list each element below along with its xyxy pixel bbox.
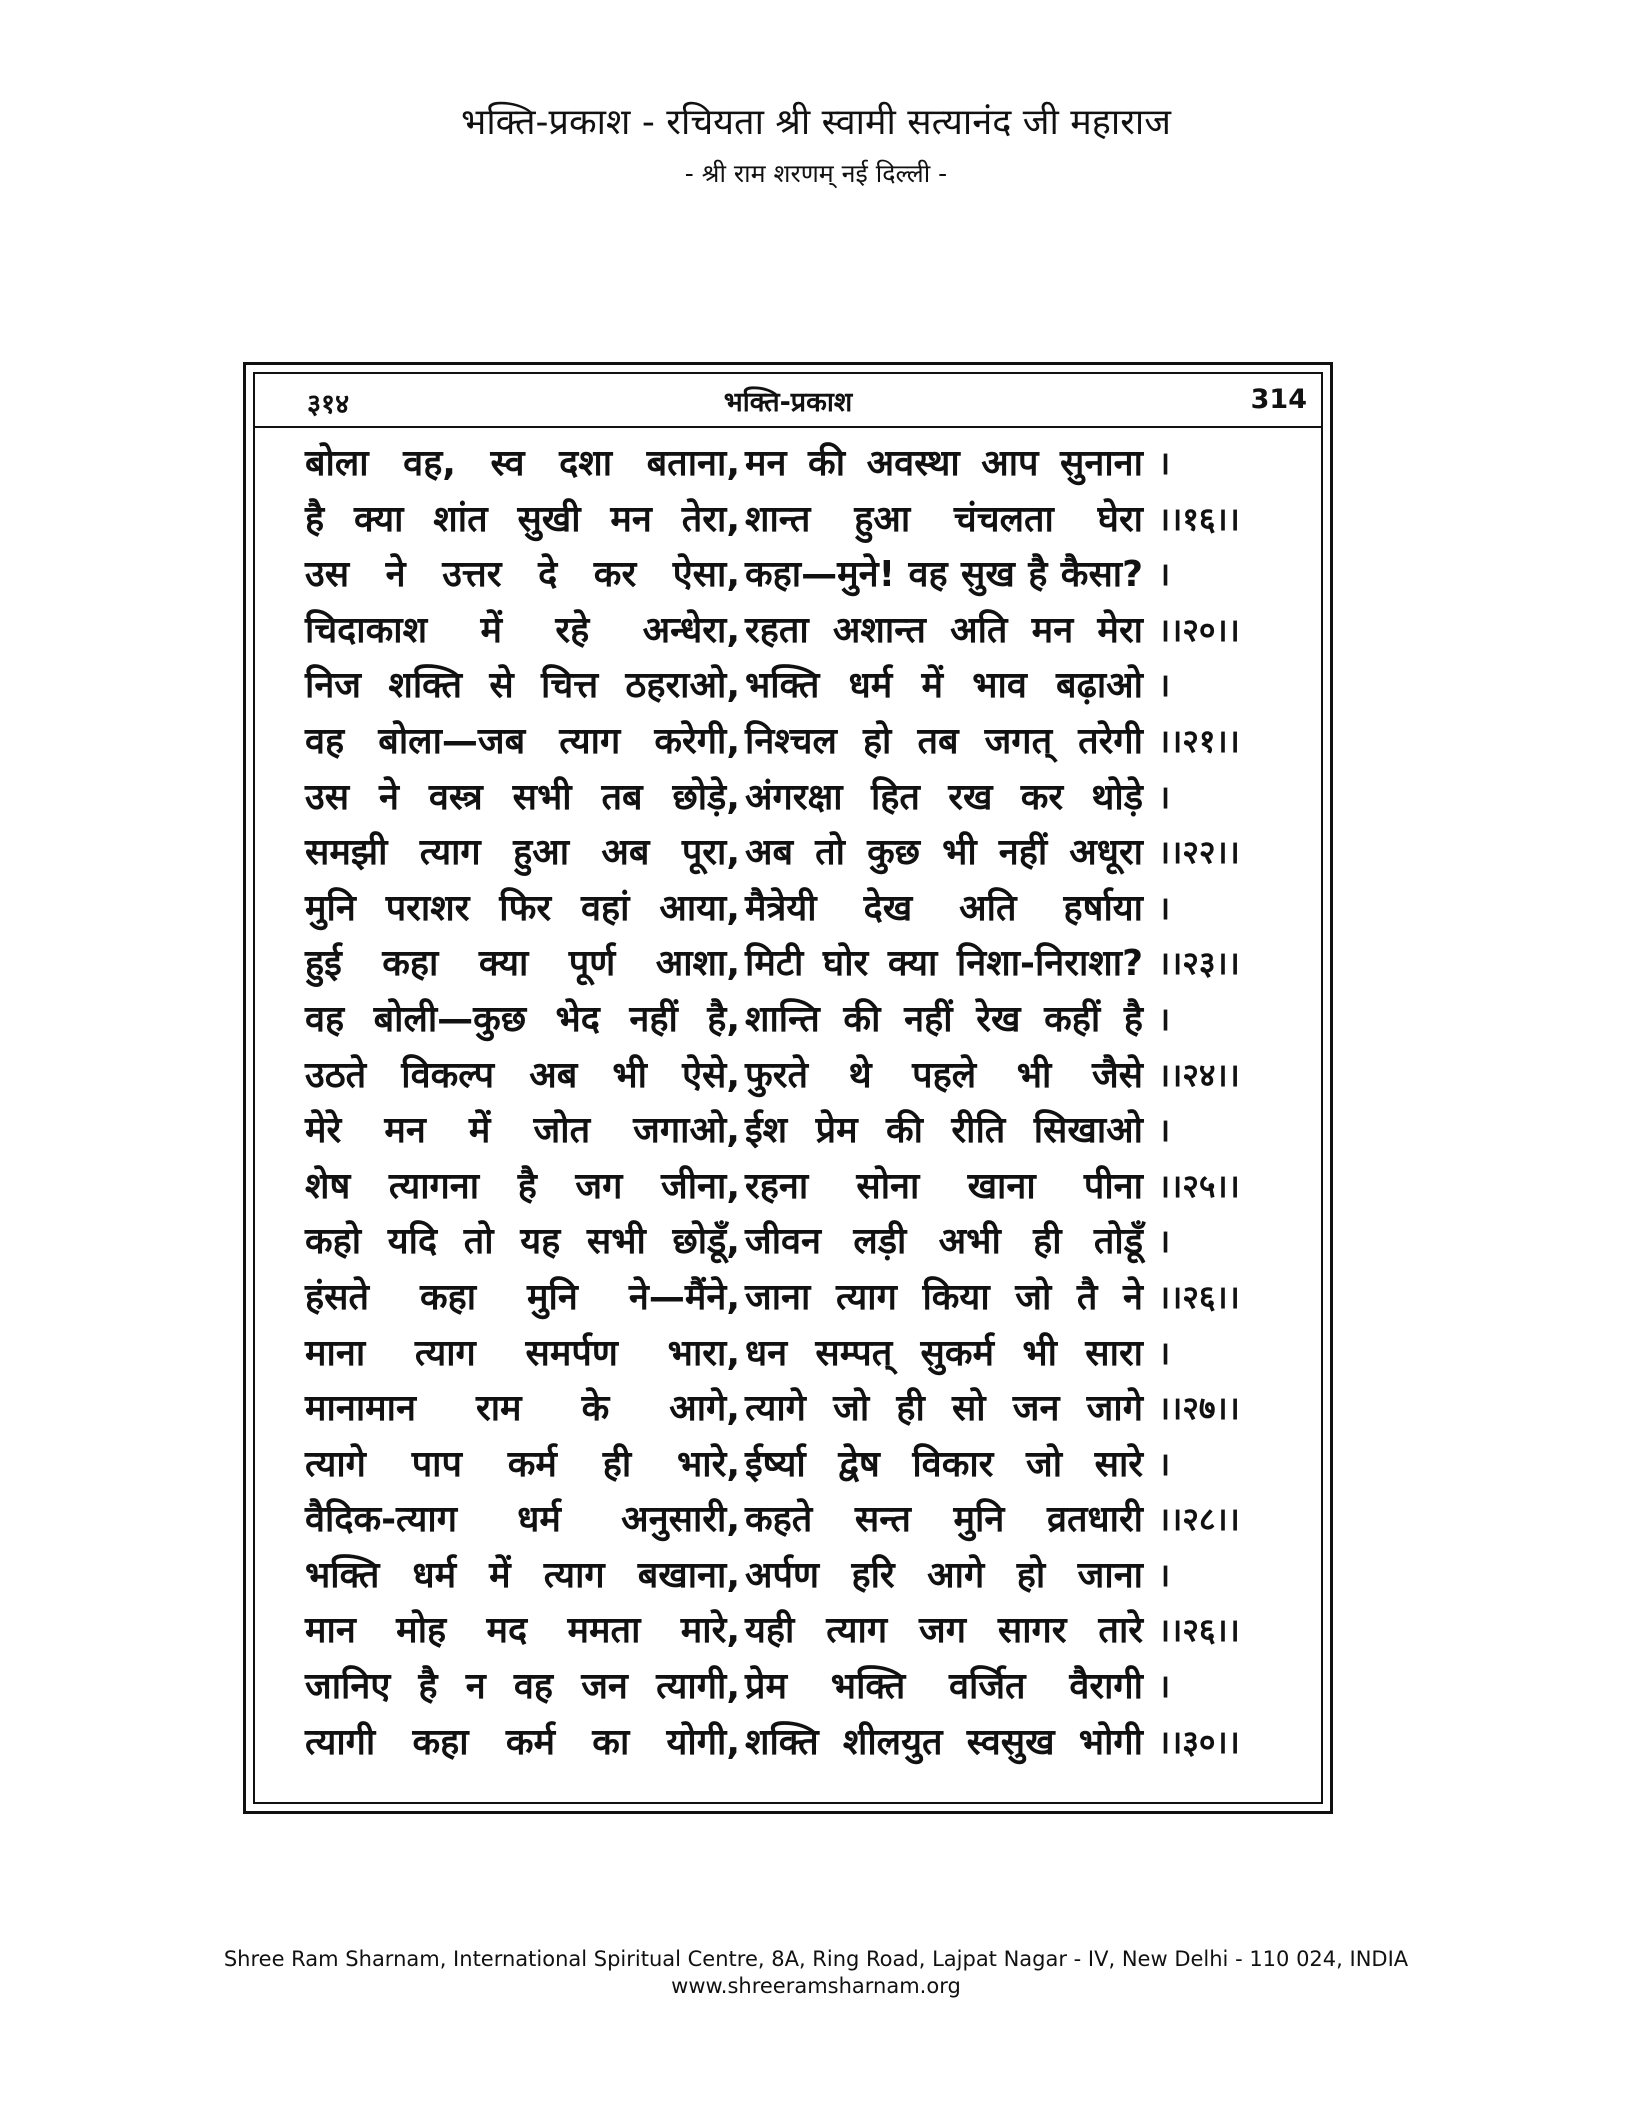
verse-right-half: जीवन लड़ी अभी ही तोडूँ xyxy=(745,1221,1143,1263)
verse-line xyxy=(305,492,1315,548)
verse-line xyxy=(305,992,1315,1048)
verse-line xyxy=(305,547,1315,603)
verse-left-half: वह बोला—जब त्याग करेगी, xyxy=(305,720,740,762)
verse-left-half: त्यागी कहा कर्म का योगी, xyxy=(305,1721,740,1763)
verse-right-half: ईश प्रेम की रीति सिखाओ xyxy=(745,1110,1143,1152)
verse-right-half: त्यागे जो ही सो जन जागे xyxy=(745,1388,1143,1430)
verse-left-half: मानामान राम के आगे, xyxy=(305,1388,740,1430)
verse-left-half: कहो यदि तो यह सभी छोडूँ, xyxy=(305,1221,740,1263)
verse-mark: । xyxy=(1158,999,1171,1038)
page-number-latin: 314 xyxy=(1250,384,1307,415)
verse-mark: । xyxy=(1158,1444,1171,1483)
running-title: भक्ति-प्रकाश xyxy=(723,387,853,418)
verse-left-half: मान मोह मद ममता मारे, xyxy=(305,1610,740,1652)
verse-left-half: भक्ति धर्म में त्याग बखाना, xyxy=(305,1554,740,1596)
verse-left-half: बोला वह, स्व दशा बताना, xyxy=(305,443,740,484)
verse-left-half: उस ने वस्त्र सभी तब छोड़े, xyxy=(305,776,740,818)
verse-line xyxy=(305,1214,1315,1270)
verse-right-half: अर्पण हरि आगे हो जाना xyxy=(745,1554,1143,1596)
verse-line xyxy=(305,1548,1315,1604)
document-title: भक्ति-प्रकाश - रचियता श्री स्वामी सत्यानंद जी महाराज xyxy=(461,102,1171,143)
verse-mark: । xyxy=(1158,1111,1171,1150)
verse-left-half: हंसते कहा मुनि ने—मैंने, xyxy=(305,1276,740,1318)
verse-mark: । xyxy=(1158,1333,1171,1372)
verse-right-half: फुरते थे पहले भी जैसे xyxy=(745,1054,1143,1096)
verse-line xyxy=(305,714,1315,770)
verse-line xyxy=(305,770,1315,826)
document-subtitle: - श्री राम शरणम् नई दिल्ली - xyxy=(684,159,948,188)
verse-mark: ।।२६।। xyxy=(1158,1611,1240,1650)
verse-left-half: माना त्याग समर्पण भारा, xyxy=(305,1332,740,1374)
footer-website: www.shreeramsharnam.org xyxy=(671,1974,961,1998)
verse-left-half: हुई कहा क्या पूर्ण आशा, xyxy=(305,943,740,985)
verse-right-half: निश्चल हो तब जगत् तरेगी xyxy=(745,720,1143,762)
verse-line xyxy=(305,1603,1315,1659)
verse-mark: ।।२७।। xyxy=(1158,1389,1240,1428)
footer-address: Shree Ram Sharnam, International Spiritual Centre, 8A, Ring Road, Lajpat Nagar - IV, New Delhi - 110 024, INDIA xyxy=(223,1947,1409,1971)
verse-right-half: शक्ति शीलयुत स्वसुख भोगी xyxy=(745,1721,1143,1763)
verse-line xyxy=(305,1326,1315,1382)
verse-list xyxy=(305,436,1315,1770)
verse-right-half: रहता अशान्त अति मन मेरा xyxy=(745,609,1143,651)
verse-mark: ।।२३।। xyxy=(1158,944,1240,983)
verse-mark: ।।१६।। xyxy=(1158,499,1240,538)
verse-left-half: त्यागे पाप कर्म ही भारे, xyxy=(305,1443,740,1485)
verse-mark: ।।२२।। xyxy=(1158,833,1240,872)
verse-left-half: वह बोली—कुछ भेद नहीं है, xyxy=(305,998,740,1040)
verse-line xyxy=(305,1048,1315,1104)
verse-right-half: रहना सोना खाना पीना xyxy=(745,1165,1143,1207)
page-number-hindi: ३१४ xyxy=(307,389,350,420)
verse-right-half: प्रेम भक्ति वर्जित वैरागी xyxy=(745,1666,1143,1708)
verse-line xyxy=(305,1715,1315,1771)
verse-right-half: जाना त्याग किया जो तै ने xyxy=(745,1276,1143,1318)
verse-left-half: वैदिक-त्याग धर्म अनुसारी, xyxy=(305,1499,740,1541)
book-page-inner-frame xyxy=(253,372,1323,1804)
verse-mark: ।।२१।। xyxy=(1158,721,1240,760)
verse-left-half: उस ने उत्तर दे कर ऐसा, xyxy=(305,554,740,596)
verse-left-half: शेष त्यागना है जग जीना, xyxy=(305,1165,740,1207)
verse-left-half: चिदाकाश में रहे अन्धेरा, xyxy=(305,609,740,651)
verse-mark: । xyxy=(1158,1555,1171,1594)
verse-right-half: कहते सन्त मुनि व्रतधारी xyxy=(745,1499,1143,1541)
verse-mark: । xyxy=(1158,1667,1171,1706)
verse-left-half: उठते विकल्प अब भी ऐसे, xyxy=(305,1054,740,1096)
verse-mark: ।।३०।। xyxy=(1158,1722,1240,1761)
verse-mark: ।।२४।। xyxy=(1158,1055,1240,1094)
verse-left-half: है क्या शांत सुखी मन तेरा, xyxy=(305,498,740,540)
verse-right-half: अंगरक्षा हित रख कर थोड़े xyxy=(745,776,1143,818)
book-page-frame xyxy=(243,362,1333,1814)
verse-right-half: यही त्याग जग सागर तारे xyxy=(745,1610,1143,1652)
verse-line xyxy=(305,1492,1315,1548)
verse-line xyxy=(305,1159,1315,1215)
verse-line xyxy=(305,603,1315,659)
verse-left-half: समझी त्याग हुआ अब पूरा, xyxy=(305,832,740,874)
verse-mark: । xyxy=(1158,888,1171,927)
verse-right-half: शान्ति की नहीं रेख कहीं है xyxy=(745,998,1143,1040)
verse-left-half: मुनि पराशर फिर वहां आया, xyxy=(305,887,740,929)
page-header xyxy=(0,100,1632,190)
verse-mark: ।।२५।। xyxy=(1158,1166,1240,1205)
verse-right-half: ईर्ष्या द्वेष विकार जो सारे xyxy=(745,1443,1143,1485)
verse-right-half: शान्त हुआ चंचलता घेरा xyxy=(745,498,1143,540)
verse-mark: ।।२०।। xyxy=(1158,610,1240,649)
verse-line xyxy=(305,1437,1315,1493)
verse-right-half: मन की अवस्था आप सुनाना xyxy=(745,443,1143,484)
verse-right-half: धन सम्पत् सुकर्म भी सारा xyxy=(745,1332,1143,1374)
verse-right-half: कहा—मुने! वह सुख है कैसा? xyxy=(745,554,1143,596)
verse-right-half: मैत्रेयी देख अति हर्षाया xyxy=(745,887,1143,929)
verse-right-half: अब तो कुछ भी नहीं अधूरा xyxy=(745,832,1143,874)
verse-line xyxy=(305,881,1315,937)
verse-line xyxy=(305,1103,1315,1159)
verse-left-half: जानिए है न वह जन त्यागी, xyxy=(305,1666,740,1708)
verse-right-half: मिटी घोर क्या निशा-निराशा? xyxy=(745,943,1143,985)
verse-line xyxy=(305,658,1315,714)
verse-mark: । xyxy=(1158,444,1171,482)
verse-mark: । xyxy=(1158,555,1171,594)
verse-mark: ।।२८।। xyxy=(1158,1500,1240,1539)
book-page-header-strip xyxy=(255,374,1321,428)
verse-mark: । xyxy=(1158,666,1171,705)
verse-line xyxy=(305,825,1315,881)
verse-line xyxy=(305,936,1315,992)
verse-line xyxy=(305,1381,1315,1437)
verse-mark: । xyxy=(1158,777,1171,816)
verse-mark: । xyxy=(1158,1222,1171,1261)
verse-left-half: निज शक्ति से चित्त ठहराओ, xyxy=(305,665,740,707)
verse-mark: ।।२६।। xyxy=(1158,1277,1240,1316)
verse-left-half: मेरे मन में जोत जगाओ, xyxy=(305,1110,740,1152)
verse-line xyxy=(305,1270,1315,1326)
verse-right-half: भक्ति धर्म में भाव बढ़ाओ xyxy=(745,665,1143,707)
page-footer xyxy=(0,1946,1632,2000)
verse-line xyxy=(305,436,1315,492)
verse-line xyxy=(305,1659,1315,1715)
